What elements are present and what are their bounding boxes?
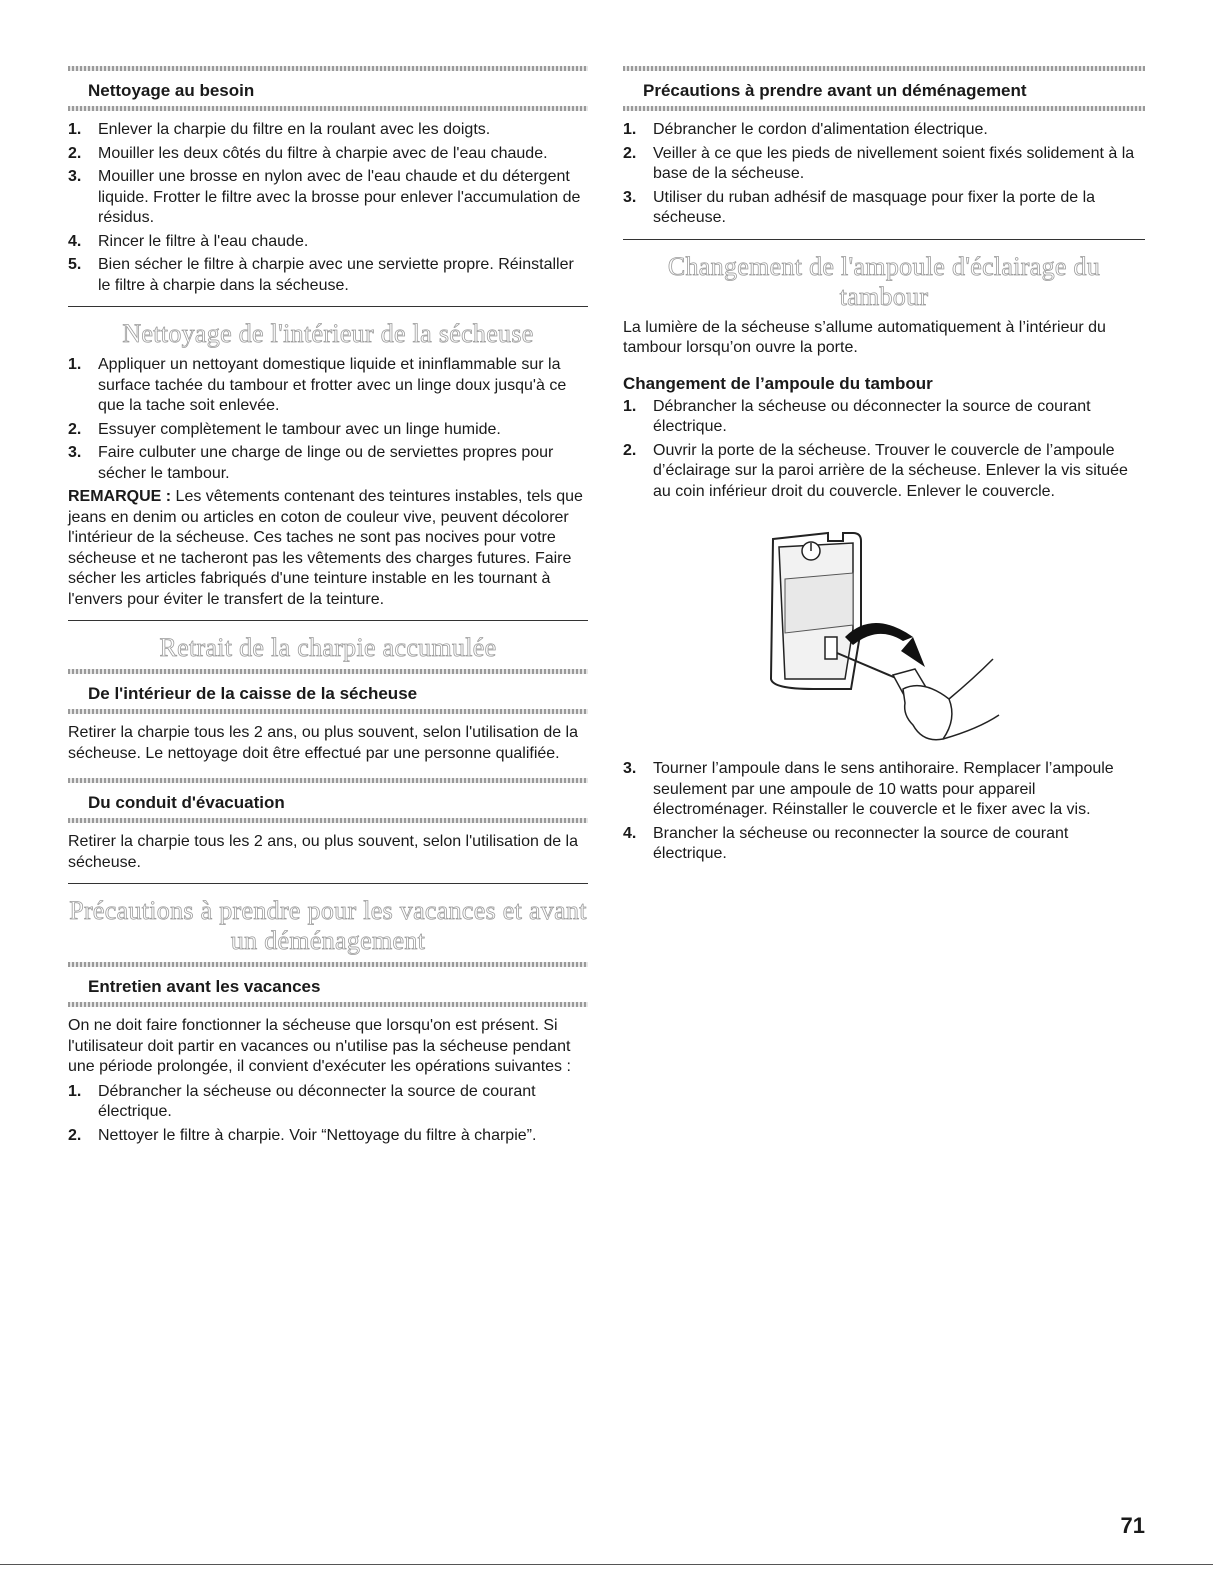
heading-cabinet: De l'intérieur de la caisse de la sécheuse (68, 669, 588, 709)
list-item: 3. Tourner l’ampoule dans le sens antihoraire. Remplacer l’ampoule seulement par une ampoule de 10 watts pour appareil électroménager. Réinstaller le couvercle et le fixer avec la vis. (623, 760, 1114, 818)
bulb-steps-list-b (623, 759, 1145, 865)
cabinet-paragraph: Retirer la charpie tous les 2 ans, ou plus souvent, selon l'utilisation de la sécheuse. Le nettoyage doit être effectué par une personne qualifiée. (68, 724, 579, 762)
heading-cleaning-as-needed: Nettoyage au besoin (68, 66, 588, 106)
interior-steps-list (68, 355, 588, 484)
list-item: 4. Rincer le filtre à l'eau chaude. (68, 232, 309, 250)
section-title-lint-removal: Retrait de la charpie accumulée (159, 633, 497, 662)
list-item: 4. Brancher la sécheuse ou reconnecter la source de courant électrique. (623, 824, 1069, 862)
divider (68, 620, 588, 621)
list-item: 5. Bien sécher le filtre à charpie avec une serviette propre. Réinstaller le filtre à charpie dans la sécheuse. (68, 256, 574, 294)
section-title-interior-cleaning: Nettoyage de l'intérieur de la sécheuse (122, 319, 534, 348)
divider (623, 239, 1145, 240)
note-paragraph: REMARQUE : Les vêtements contenant des teintures instables, tels que jeans en denim ou articles en coton de couleur vive, peuvent décolorer l'intérieur de la sécheuse. Ces taches ne sont pas nocives pour votre sécheuse et ne tacheront pas les vêtements des charges futures. Faire sécher les articles fabriqués d'une teinture instable en les tournant à l'envers pour éviter le transfert de la teinture. (68, 488, 583, 608)
list-item: 3. Faire culbuter une charge de linge ou de serviettes propres pour sécher le tambour. (68, 444, 554, 482)
list-item: 2. Veiller à ce que les pieds de nivellement soient fixés solidement à la base de la sécheuse. (623, 144, 1135, 182)
list-item: 2. Nettoyer le filtre à charpie. Voir “Nettoyage du filtre à charpie”. (68, 1126, 537, 1144)
heading-moving: Précautions à prendre avant un déménagement (623, 66, 1145, 106)
list-item: 1. Débrancher la sécheuse ou déconnecter la source de courant électrique. (623, 397, 1091, 435)
exhaust-paragraph: Retirer la charpie tous les 2 ans, ou plus souvent, selon l'utilisation de la sécheuse. (68, 833, 579, 871)
right-column (623, 66, 1145, 868)
bulb-cover-illustration (753, 529, 1013, 744)
bottom-rule (0, 1564, 1213, 1565)
light-bulb-intro: La lumière de la sécheuse s’allume automatiquement à l’intérieur du tambour lorsqu’on ouvre la porte. (623, 318, 1106, 356)
list-item: 2. Mouiller les deux côtés du filtre à charpie avec de l'eau chaude. (68, 144, 548, 162)
list-item: 1. Débrancher la sécheuse ou déconnecter la source de courant électrique. (68, 1082, 536, 1120)
list-item: 2. Essuyer complètement le tambour avec un linge humide. (68, 420, 501, 438)
divider (68, 883, 588, 884)
list-item: 1. Appliquer un nettoyant domestique liquide et ininflammable sur la surface tachée du tambour et frotter avec un linge doux jusqu'à ce que la tache soit enlevée. (68, 356, 567, 414)
note-label: REMARQUE : (68, 488, 172, 505)
vacation-steps-list (68, 1082, 588, 1147)
list-item: 2. Ouvrir la porte de la sécheuse. Trouver le couvercle de l’ampoule d’éclairage sur la paroi arrière de la sécheuse. Enlever la vis située au coin inférieur droit du couvercle. Enlever le couvercle. (623, 441, 1128, 500)
section-title-vacation: Précautions à prendre pour les vacances et avant un déménagement (69, 896, 587, 955)
bulb-steps-list-a (623, 397, 1145, 503)
moving-steps-list (623, 120, 1145, 229)
heading-exhaust: Du conduit d'évacuation (68, 778, 588, 818)
section-title-light-bulb: Changement de l'ampoule d'éclairage du tambour (667, 251, 1101, 311)
list-item: 1. Débrancher le cordon d'alimentation électrique. (623, 121, 988, 138)
list-item: 3. Utiliser du ruban adhésif de masquage pour fixer la porte de la sécheuse. (623, 188, 1096, 226)
page-number: 71 (1120, 1513, 1145, 1538)
list-item: 3. Mouiller une brosse en nylon avec de l'eau chaude et du détergent liquide. Frotter le filtre avec la brosse pour enlever l'accumulation de résidus. (68, 168, 581, 226)
cleaning-steps-list (68, 120, 588, 296)
left-column (68, 66, 588, 1149)
heading-vacation: Entretien avant les vacances (68, 962, 588, 1002)
vacation-intro: On ne doit faire fonctionner la sécheuse que lorsqu'on est présent. Si l'utilisateur doit partir en vacances ou n'utilise pas la sécheuse pendant une période prolongée, il convient d'exécuter les opérations suivantes : (68, 1017, 571, 1075)
divider (68, 306, 588, 307)
sub-heading-bulb: Changement de l’ampoule du tambour (623, 373, 933, 393)
list-item: 1. Enlever la charpie du filtre en la roulant avec les doigts. (68, 121, 491, 138)
